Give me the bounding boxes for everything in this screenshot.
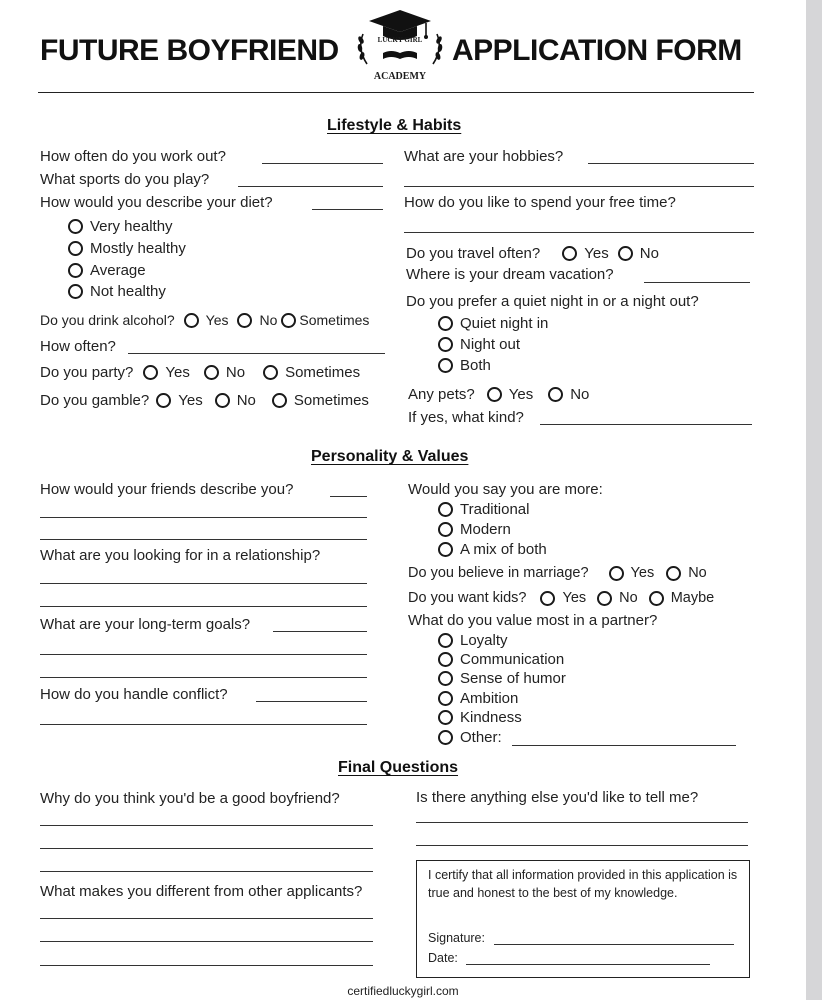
- header-divider: [38, 92, 754, 93]
- title-left: FUTURE BOYFRIEND: [40, 34, 339, 67]
- radio-circle-icon: [438, 502, 453, 517]
- radio-circle-icon: [438, 671, 453, 686]
- diet-option-not-healthy[interactable]: Not healthy: [68, 283, 166, 300]
- radio-circle-icon: [562, 246, 577, 261]
- diet-option-mostly-healthy[interactable]: Mostly healthy: [68, 240, 186, 257]
- goals-answer-line-2[interactable]: [40, 654, 367, 655]
- q-how-often: How often?: [40, 338, 116, 355]
- radio-circle-icon: [438, 337, 453, 352]
- other-answer-line[interactable]: [512, 745, 736, 746]
- q-workout: How often do you work out?: [40, 148, 226, 165]
- anything-else-answer-line-2[interactable]: [416, 845, 748, 846]
- academy-logo: [353, 4, 447, 86]
- party-option-yes[interactable]: Yes: [143, 364, 189, 381]
- alcohol-question-row: [40, 312, 369, 328]
- q-sports: What sports do you play?: [40, 171, 210, 188]
- more-option-modern[interactable]: Modern: [438, 521, 511, 538]
- workout-answer-line[interactable]: [262, 163, 383, 164]
- q-party: Do you party?: [40, 364, 134, 381]
- radio-circle-icon: [237, 313, 252, 328]
- radio-circle-icon: [438, 633, 453, 648]
- signature-label: Signature:: [428, 931, 485, 945]
- q-diet: How would you describe your diet?: [40, 194, 273, 211]
- q-dream-vacation: Where is your dream vacation?: [406, 266, 614, 283]
- friends-answer-line-2[interactable]: [40, 517, 367, 518]
- q-more: Would you say you are more:: [408, 481, 603, 498]
- kids-question-row: [408, 590, 714, 606]
- q-marriage: Do you believe in marriage?: [408, 565, 589, 581]
- travel-option-yes[interactable]: Yes: [562, 245, 608, 262]
- party-option-no[interactable]: No: [204, 364, 245, 381]
- dream-vacation-answer-line[interactable]: [644, 282, 750, 283]
- gamble-option-no[interactable]: No: [215, 392, 256, 409]
- footer-url[interactable]: certifiedluckygirl.com: [347, 984, 459, 998]
- diet-option-very-healthy[interactable]: Very healthy: [68, 218, 173, 235]
- radio-circle-icon: [609, 566, 624, 581]
- gamble-option-yes[interactable]: Yes: [156, 392, 202, 409]
- marriage-option-no[interactable]: No: [666, 565, 707, 581]
- kids-option-yes[interactable]: Yes: [540, 590, 586, 606]
- title-right: APPLICATION FORM: [452, 34, 742, 67]
- date-label: Date:: [428, 951, 458, 965]
- radio-circle-icon: [204, 365, 219, 380]
- diet-answer-line[interactable]: [312, 209, 383, 210]
- radio-circle-icon: [487, 387, 502, 402]
- goals-answer-line[interactable]: [273, 631, 367, 632]
- friends-answer-line[interactable]: [330, 496, 367, 497]
- travel-option-no[interactable]: No: [618, 245, 659, 262]
- free-time-answer-line[interactable]: [404, 232, 754, 233]
- radio-circle-icon: [618, 246, 633, 261]
- radio-circle-icon: [215, 393, 230, 408]
- looking-for-answer-line-2[interactable]: [40, 606, 367, 607]
- q-value: What do you value most in a partner?: [408, 612, 658, 629]
- radio-circle-icon: [68, 241, 83, 256]
- gamble-option-sometimes[interactable]: Sometimes: [272, 392, 369, 409]
- hobbies-answer-line[interactable]: [588, 163, 754, 164]
- radio-circle-icon: [281, 313, 296, 328]
- page-edge: [806, 0, 822, 1000]
- q-different: What makes you different from other applicants?: [40, 883, 363, 900]
- radio-circle-icon: [143, 365, 158, 380]
- logo-text-top: LUCKY GIRL: [377, 36, 423, 44]
- radio-circle-icon: [438, 316, 453, 331]
- pets-option-yes[interactable]: Yes: [487, 386, 533, 403]
- radio-circle-icon: [156, 393, 171, 408]
- date-line[interactable]: [466, 964, 710, 965]
- certification-text: I certify that all information provided in this application is true and honest to the best of my knowledge.: [428, 868, 738, 900]
- different-answer-line[interactable]: [40, 918, 373, 919]
- q-goals: What are your long-term goals?: [40, 616, 251, 633]
- radio-circle-icon: [438, 522, 453, 537]
- value-option-loyalty[interactable]: Loyalty: [438, 632, 508, 649]
- different-answer-line-3[interactable]: [40, 965, 373, 966]
- q-conflict: How do you handle conflict?: [40, 686, 228, 703]
- hobbies-answer-line-2[interactable]: [404, 186, 754, 187]
- q-travel: Do you travel often?: [406, 245, 541, 262]
- q-pets-kind: If yes, what kind?: [408, 409, 524, 426]
- radio-circle-icon: [184, 313, 199, 328]
- radio-circle-icon: [438, 691, 453, 706]
- radio-circle-icon: [272, 393, 287, 408]
- value-option-other[interactable]: Other:: [438, 729, 502, 746]
- radio-circle-icon: [68, 263, 83, 278]
- q-pets: Any pets?: [408, 386, 475, 403]
- radio-circle-icon: [666, 566, 681, 581]
- kids-option-maybe[interactable]: Maybe: [649, 590, 715, 606]
- signature-line[interactable]: [494, 944, 734, 945]
- anything-else-answer-line[interactable]: [416, 822, 748, 823]
- q-quiet-night: Do you prefer a quiet night in or a night out?: [406, 293, 699, 310]
- section-final: Final Questions: [338, 759, 459, 776]
- logo-text-bottom: ACADEMY: [373, 71, 427, 82]
- radio-circle-icon: [68, 284, 83, 299]
- kids-option-no[interactable]: No: [597, 590, 638, 606]
- section-lifestyle: Lifestyle & Habits: [327, 117, 462, 134]
- q-looking-for: What are you looking for in a relationship?: [40, 547, 321, 564]
- more-option-traditional[interactable]: Traditional: [438, 501, 529, 518]
- good-boyfriend-answer-line-2[interactable]: [40, 848, 373, 849]
- radio-circle-icon: [438, 358, 453, 373]
- q-anything-else: Is there anything else you'd like to tell me?: [416, 789, 699, 806]
- q-kids: Do you want kids?: [408, 590, 527, 606]
- radio-circle-icon: [548, 387, 563, 402]
- quiet-option-both[interactable]: Both: [438, 357, 491, 374]
- alcohol-option-no[interactable]: No: [237, 312, 277, 328]
- radio-circle-icon: [438, 652, 453, 667]
- radio-circle-icon: [68, 219, 83, 234]
- more-option-mix[interactable]: A mix of both: [438, 541, 547, 558]
- good-boyfriend-answer-line[interactable]: [40, 825, 373, 826]
- good-boyfriend-answer-line-3[interactable]: [40, 871, 373, 872]
- q-alcohol: Do you drink alcohol?: [40, 312, 175, 328]
- q-good-boyfriend: Why do you think you'd be a good boyfriend?: [40, 790, 340, 807]
- q-free-time: How do you like to spend your free time?: [404, 194, 676, 211]
- radio-circle-icon: [540, 591, 555, 606]
- gamble-question-row: [40, 392, 369, 409]
- goals-answer-line-3[interactable]: [40, 677, 367, 678]
- radio-circle-icon: [438, 710, 453, 725]
- radio-circle-icon: [649, 591, 664, 606]
- pets-question-row: [408, 386, 589, 403]
- conflict-answer-line[interactable]: [256, 701, 367, 702]
- sports-answer-line[interactable]: [238, 186, 383, 187]
- marriage-option-yes[interactable]: Yes: [609, 565, 655, 581]
- q-friends: How would your friends describe you?: [40, 481, 294, 498]
- value-option-communication[interactable]: Communication: [438, 651, 564, 668]
- travel-question-row: [406, 245, 659, 262]
- q-gamble: Do you gamble?: [40, 392, 150, 409]
- section-personality: Personality & Values: [311, 448, 469, 465]
- radio-circle-icon: [263, 365, 278, 380]
- quiet-option-night-out[interactable]: Night out: [438, 336, 520, 353]
- party-option-sometimes[interactable]: Sometimes: [263, 364, 360, 381]
- party-question-row: [40, 364, 360, 381]
- radio-circle-icon: [438, 730, 453, 745]
- value-option-ambition[interactable]: Ambition: [438, 690, 518, 707]
- q-hobbies: What are your hobbies?: [404, 148, 564, 165]
- radio-circle-icon: [597, 591, 612, 606]
- pets-option-no[interactable]: No: [548, 386, 589, 403]
- alcohol-option-yes[interactable]: Yes: [184, 312, 229, 328]
- looking-for-answer-line[interactable]: [40, 583, 367, 584]
- value-option-humor[interactable]: Sense of humor: [438, 670, 566, 687]
- pets-kind-answer-line[interactable]: [540, 424, 752, 425]
- marriage-question-row: [408, 565, 707, 581]
- friends-answer-line-3[interactable]: [40, 539, 367, 540]
- radio-circle-icon: [438, 542, 453, 557]
- diet-option-average[interactable]: Average: [68, 262, 146, 279]
- conflict-answer-line-2[interactable]: [40, 724, 367, 725]
- different-answer-line-2[interactable]: [40, 941, 373, 942]
- value-option-kindness[interactable]: Kindness: [438, 709, 522, 726]
- how-often-answer-line[interactable]: [128, 353, 385, 354]
- quiet-option-quiet-night-in[interactable]: Quiet night in: [438, 315, 548, 332]
- alcohol-option-sometimes[interactable]: Sometimes: [281, 312, 369, 328]
